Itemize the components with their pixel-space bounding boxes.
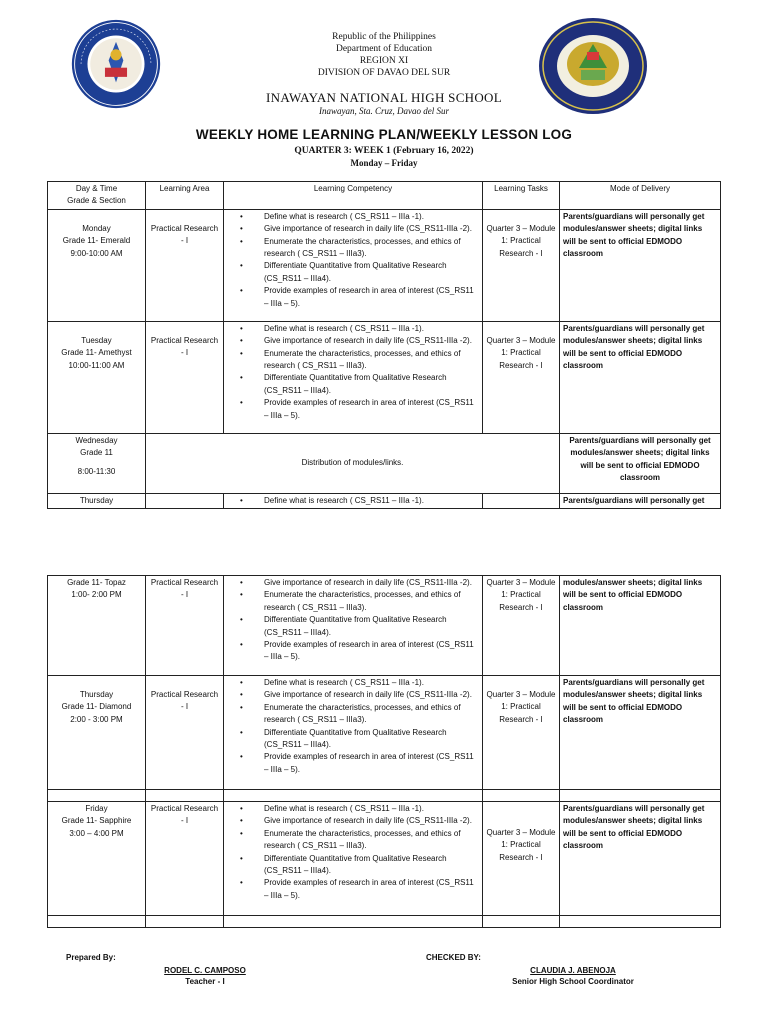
empty-cell bbox=[560, 790, 721, 802]
learning-area-cell: Practical Research - I bbox=[146, 802, 224, 916]
competency-cell bbox=[224, 802, 483, 916]
school-address: Inawayan, Sta. Cruz, Davao del Sur bbox=[319, 106, 449, 116]
competency-item: • Define what is research ( CS_RS11 – IIIa -1). bbox=[227, 803, 479, 815]
learning-area-text: Practical Research - I bbox=[150, 335, 219, 358]
header-learning-competency: Learning Competency bbox=[224, 182, 483, 210]
time-slot: 8:00-11:30 bbox=[77, 466, 116, 476]
checked-by-role: Senior High School Coordinator bbox=[512, 977, 634, 986]
grade-section: Grade 11- Sapphire bbox=[61, 816, 132, 826]
learning-area-text: Practical Research - I bbox=[150, 690, 219, 712]
day-label: Tuesday bbox=[81, 335, 112, 345]
table-header-row bbox=[48, 182, 721, 210]
day-label: Wednesday bbox=[75, 435, 118, 445]
agency-block bbox=[0, 31, 768, 79]
table-row bbox=[48, 576, 721, 676]
competency-list bbox=[227, 803, 479, 902]
competency-item: • Define what is research ( CS_RS11 – IIIa -1). bbox=[227, 495, 479, 507]
empty-cell bbox=[224, 916, 483, 928]
days-line: Monday – Friday bbox=[350, 158, 418, 168]
competency-item: • Enumerate the characteristics, processes, and ethics of research ( CS_RS11 – IIIa3). bbox=[227, 236, 479, 261]
empty-cell bbox=[483, 916, 560, 928]
lesson-plan-table-page-1 bbox=[47, 181, 721, 509]
day-cell bbox=[48, 433, 146, 493]
mode-cell: Parents/guardians will personally get modules/answer sheets; digital links will be sent to official EDMODO classroom bbox=[560, 433, 721, 493]
learning-task-cell bbox=[483, 802, 560, 916]
learning-task-cell bbox=[483, 493, 560, 508]
competency-list bbox=[227, 677, 479, 776]
learning-task-cell bbox=[483, 676, 560, 790]
header-grade-label: Grade & Section bbox=[67, 196, 126, 206]
grade-section: Grade 11 bbox=[80, 448, 113, 458]
header-mode-of-delivery: Mode of Delivery bbox=[560, 182, 721, 210]
competency-cell bbox=[224, 576, 483, 676]
learning-task-text: Quarter 3 – Module 1: Practical Research - I bbox=[486, 223, 556, 258]
learning-area-cell bbox=[146, 493, 224, 508]
competency-item: • Define what is research ( CS_RS11 – IIIa -1). bbox=[227, 323, 479, 335]
competency-list bbox=[227, 211, 479, 310]
learning-area-cell bbox=[146, 676, 224, 790]
competency-item: • Enumerate the characteristics, processes, and ethics of research ( CS_RS11 – IIIa3). bbox=[227, 589, 479, 614]
learning-task-text: Quarter 3 – Module 1: Practical Research - I bbox=[486, 828, 556, 862]
division-line: DIVISION OF DAVAO DEL SUR bbox=[317, 68, 451, 78]
republic-line: Republic of the Philippines bbox=[332, 32, 436, 42]
competency-item: • Enumerate the characteristics, processes, and ethics of research ( CS_RS11 – IIIa3). bbox=[227, 348, 479, 373]
day-cell: Thursday bbox=[48, 493, 146, 508]
learning-task-text: Quarter 3 – Module 1: Practical Research - I bbox=[486, 690, 556, 724]
competency-item: • Give importance of research in daily life (CS_RS11-IIIa -2). bbox=[227, 223, 479, 235]
competency-item: • Provide examples of research in area of interest (CS_RS11 – IIIa – 5). bbox=[227, 877, 479, 902]
empty-cell bbox=[483, 790, 560, 802]
competency-item: • Enumerate the characteristics, processes, and ethics of research ( CS_RS11 – IIIa3). bbox=[227, 702, 479, 727]
day-label: Friday bbox=[85, 804, 108, 813]
competency-item: • Define what is research ( CS_RS11 – IIIa -1). bbox=[227, 677, 479, 689]
checked-by-label: CHECKED BY: bbox=[426, 953, 481, 962]
day-cell bbox=[48, 209, 146, 321]
header-learning-tasks: Learning Tasks bbox=[483, 182, 560, 210]
competency-cell bbox=[224, 676, 483, 790]
competency-item: • Provide examples of research in area of interest (CS_RS11 – IIIa – 5). bbox=[227, 285, 479, 310]
header-learning-area: Learning Area bbox=[146, 182, 224, 210]
table-row bbox=[48, 209, 721, 321]
day-cell bbox=[48, 802, 146, 916]
table-row bbox=[48, 493, 721, 508]
competency-item: • Provide examples of research in area of interest (CS_RS11 – IIIa – 5). bbox=[227, 397, 479, 422]
learning-task-text: Quarter 3 – Module 1: Practical Research - I bbox=[486, 335, 556, 370]
time-slot: 9:00-10:00 AM bbox=[70, 248, 123, 258]
table-row bbox=[48, 676, 721, 790]
header-day-label: Day & Time bbox=[75, 184, 118, 193]
learning-area-cell bbox=[146, 209, 224, 321]
competency-item: • Give importance of research in daily life (CS_RS11-IIIa -2). bbox=[227, 335, 479, 347]
learning-area-cell: Practical Research - I bbox=[146, 576, 224, 676]
competency-list bbox=[227, 323, 479, 422]
learning-area-cell bbox=[146, 321, 224, 433]
learning-area-text: Practical Research - I bbox=[150, 223, 219, 246]
grade-section: Grade 11- Topaz bbox=[67, 578, 126, 587]
checked-by-block bbox=[498, 965, 648, 987]
table-spacer-row bbox=[48, 916, 721, 928]
competency-item: • Provide examples of research in area of interest (CS_RS11 – IIIa – 5). bbox=[227, 639, 479, 664]
mode-cell: Parents/guardians will personally get bbox=[560, 493, 721, 508]
empty-cell bbox=[146, 916, 224, 928]
competency-cell bbox=[224, 209, 483, 321]
mode-cell: Parents/guardians will personally get modules/answer sheets; digital links will be sent to official EDMODO classroom bbox=[560, 676, 721, 790]
department-line: Department of Education bbox=[335, 44, 433, 54]
competency-item: • Differentiate Quantitative from Qualitative Research (CS_RS11 – IIIa4). bbox=[227, 260, 479, 285]
learning-task-cell bbox=[483, 209, 560, 321]
competency-cell bbox=[224, 321, 483, 433]
day-cell bbox=[48, 321, 146, 433]
empty-cell bbox=[48, 916, 146, 928]
competency-item: • Give importance of research in daily life (CS_RS11-IIIa -2). bbox=[227, 689, 479, 701]
competency-item: • Enumerate the characteristics, processes, and ethics of research ( CS_RS11 – IIIa3). bbox=[227, 828, 479, 853]
empty-cell bbox=[146, 790, 224, 802]
quarter-line: QUARTER 3: WEEK 1 (February 16, 2022) bbox=[294, 146, 474, 156]
competency-item: • Give importance of research in daily life (CS_RS11-IIIa -2). bbox=[227, 815, 479, 827]
table-spacer-row bbox=[48, 790, 721, 802]
table-row bbox=[48, 802, 721, 916]
learning-task-cell: Quarter 3 – Module 1: Practical Research - I bbox=[483, 576, 560, 676]
competency-item: • Differentiate Quantitative from Qualitative Research (CS_RS11 – IIIa4). bbox=[227, 853, 479, 878]
grade-section: Grade 11- Amethyst bbox=[61, 348, 132, 358]
document-title: WEEKLY HOME LEARNING PLAN/WEEKLY LESSON LOG bbox=[195, 127, 573, 142]
competency-item: • Differentiate Quantitative from Qualitative Research (CS_RS11 – IIIa4). bbox=[227, 372, 479, 397]
competency-cell bbox=[224, 493, 483, 508]
table-row bbox=[48, 321, 721, 433]
empty-cell bbox=[224, 790, 483, 802]
lesson-plan-table-page-2 bbox=[47, 575, 721, 928]
competency-item: • Differentiate Quantitative from Qualitative Research (CS_RS11 – IIIa4). bbox=[227, 727, 479, 752]
prepared-by-name: RODEL C. CAMPOSO bbox=[164, 966, 246, 975]
checked-by-name: CLAUDIA J. ABENOJA bbox=[530, 966, 616, 975]
day-label: Thursday bbox=[79, 690, 114, 699]
time-slot: 2:00 - 3:00 PM bbox=[70, 714, 123, 724]
learning-task-cell bbox=[483, 321, 560, 433]
distribution-cell: Distribution of modules/links. bbox=[146, 433, 560, 493]
mode-cell: Parents/guardians will personally get modules/answer sheets; digital links will be sent to official EDMODO classroom bbox=[560, 802, 721, 916]
time-slot: 1:00- 2:00 PM bbox=[71, 590, 122, 600]
mode-cell: modules/answer sheets; digital links will be sent to official EDMODO classroom bbox=[560, 576, 721, 676]
competency-item: • Provide examples of research in area of interest (CS_RS11 – IIIa – 5). bbox=[227, 751, 479, 776]
day-cell bbox=[48, 576, 146, 676]
competency-list bbox=[227, 495, 479, 507]
empty-cell bbox=[560, 916, 721, 928]
table-row bbox=[48, 433, 721, 493]
empty-cell bbox=[48, 790, 146, 802]
competency-item: • Differentiate Quantitative from Qualitative Research (CS_RS11 – IIIa4). bbox=[227, 614, 479, 639]
prepared-by-role: Teacher - I bbox=[185, 977, 225, 986]
competency-item: • Define what is research ( CS_RS11 – IIIa -1). bbox=[227, 211, 479, 223]
day-label: Monday bbox=[82, 223, 111, 233]
grade-section: Grade 11- Emerald bbox=[62, 236, 131, 246]
school-name: INAWAYAN NATIONAL HIGH SCHOOL bbox=[266, 90, 502, 105]
time-slot: 10:00-11:00 AM bbox=[68, 360, 125, 370]
header-day-time bbox=[48, 182, 146, 210]
prepared-by-label: Prepared By: bbox=[66, 953, 116, 962]
competency-item: • Give importance of research in daily life (CS_RS11-IIIa -2). bbox=[227, 577, 479, 589]
day-cell bbox=[48, 676, 146, 790]
region-line: REGION XI bbox=[359, 56, 409, 66]
prepared-by-block bbox=[140, 965, 270, 987]
mode-cell: Parents/guardians will personally get modules/answer sheets; digital links will be sent to official EDMODO classroom bbox=[560, 321, 721, 433]
time-slot: 3:00 – 4:00 PM bbox=[69, 828, 124, 838]
grade-section: Grade 11- Diamond bbox=[61, 702, 132, 712]
competency-list bbox=[227, 577, 479, 664]
mode-cell: Parents/guardians will personally get modules/answer sheets; digital links will be sent to official EDMODO classroom bbox=[560, 209, 721, 321]
